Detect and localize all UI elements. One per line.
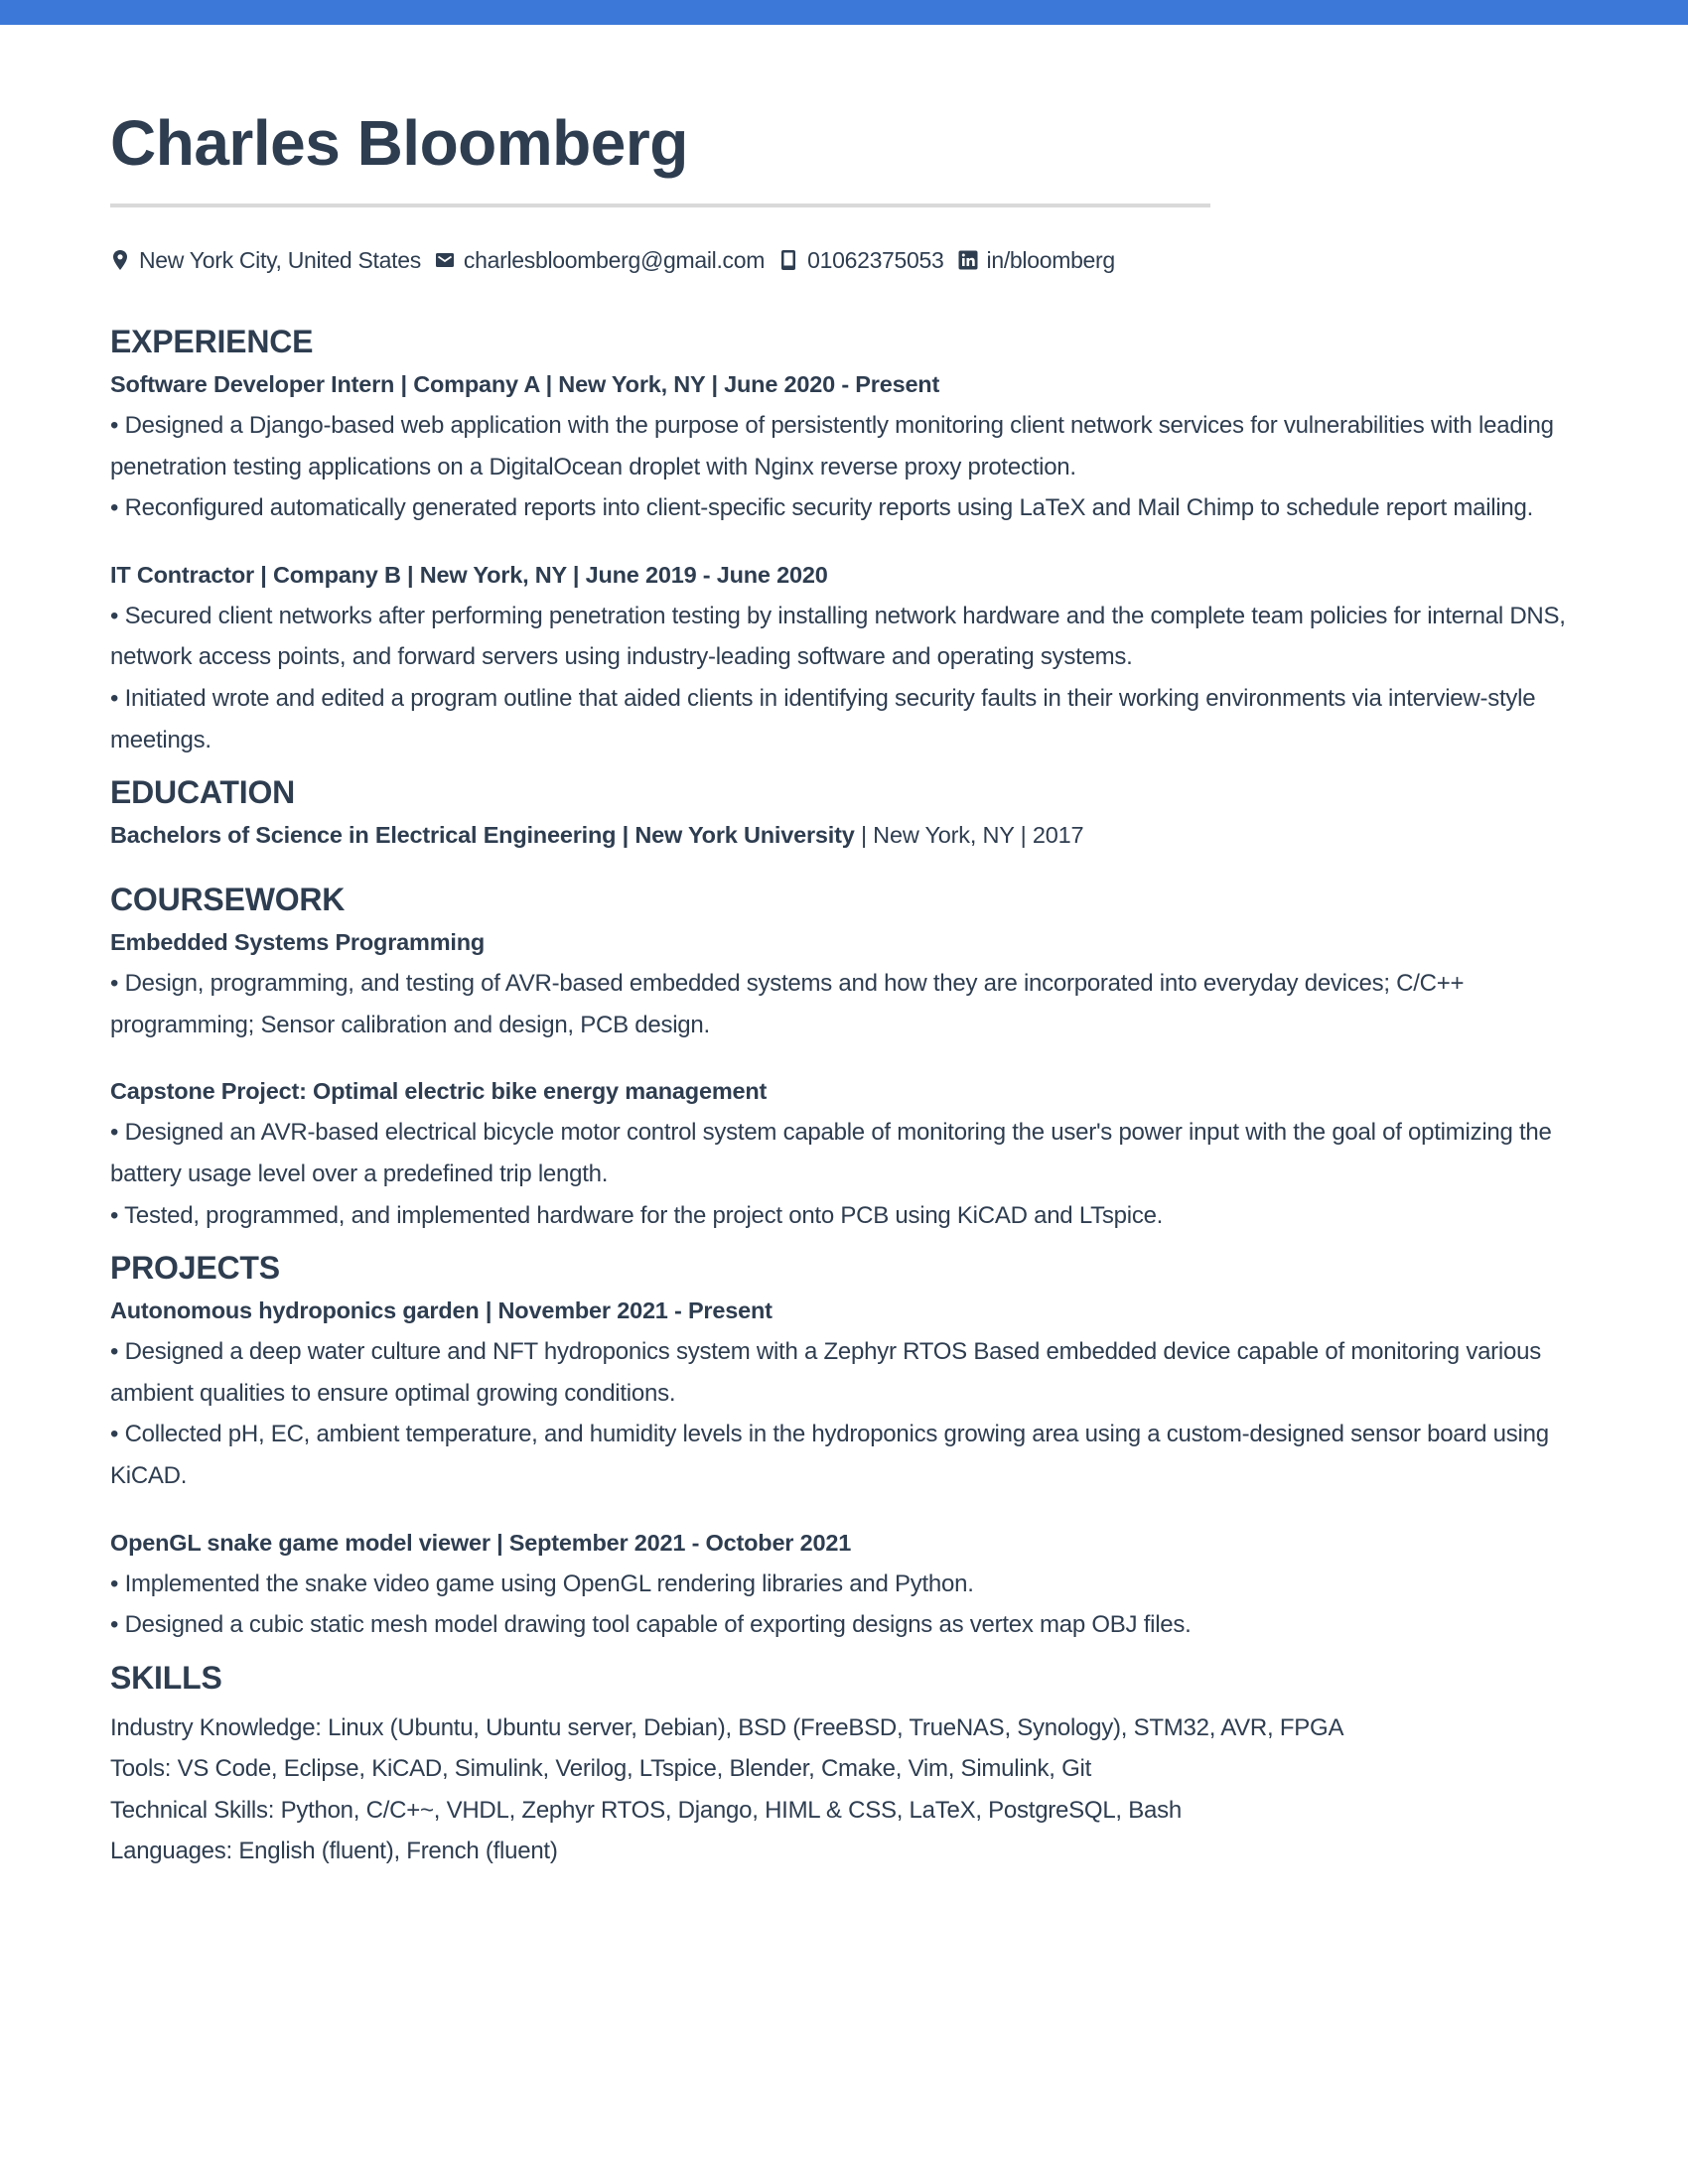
experience-entry [110, 554, 1590, 760]
section-projects [110, 1246, 1590, 1646]
bullet-item: • Implemented the snake video game using OpenGL rendering libraries and Python. [110, 1570, 974, 1597]
education-entry [110, 814, 1590, 856]
resume-body [110, 320, 1590, 1872]
bullet-item: • Tested, programmed, and implemented hardware for the project onto PCB using KiCAD and LTspice. [110, 1201, 1164, 1229]
skill-technical: Technical Skills: Python, C/C+~, VHDL, Zephyr RTOS, Django, HIML & CSS, LaTeX, PostgreSQL, Bash [110, 1796, 1182, 1824]
location-pin-icon [110, 249, 130, 271]
section-coursework [110, 878, 1590, 1236]
contact-linkedin[interactable] [958, 247, 1115, 274]
phone-text: 01062375053 [807, 246, 944, 273]
contact-phone [778, 247, 943, 274]
degree-institution: Bachelors of Science in Electrical Engineering | New York University [110, 822, 855, 849]
entry-heading: Embedded Systems Programming [110, 929, 486, 956]
bullet-item: • Collected pH, EC, ambient temperature, and humidity levels in the hydroponics growing area using a custom-designed sensor board using KiCAD. [110, 1421, 1549, 1489]
bullet-item: • Initiated wrote and edited a program outline that aided clients in identifying security faults in their working environments via interview-style meetings. [110, 684, 1536, 753]
bullet-item: • Designed a deep water culture and NFT hydroponics system with a Zephyr RTOS Based embedded device capable of monitoring various ambient qualities to ensure optimal growing conditions. [110, 1338, 1541, 1407]
skill-tools: Tools: VS Code, Eclipse, KiCAD, Simulink, Verilog, LTspice, Blender, Cmake, Vim, Simulink, Git [110, 1755, 1092, 1783]
contact-location [110, 247, 421, 274]
contact-line [110, 244, 1115, 276]
project-entry [110, 1522, 1590, 1646]
envelope-icon [435, 249, 455, 271]
accent-top-bar [0, 0, 1688, 25]
bullet-item: • Designed a cubic static mesh model drawing tool capable of exporting designs as vertex map OBJ files. [110, 1611, 1192, 1639]
degree-location-year: | New York, NY | 2017 [854, 822, 1084, 849]
section-title: EXPERIENCE [110, 324, 314, 359]
coursework-entry [110, 1070, 1590, 1236]
bullet-item: • Reconfigured automatically generated reports into client-specific security reports using LaTeX and Mail Chimp to schedule report mailing. [110, 494, 1534, 522]
mobile-phone-icon [778, 249, 798, 271]
degree-line [110, 814, 1590, 856]
skill-languages: Languages: English (fluent), French (fluent) [110, 1838, 558, 1865]
bullet-item: • Designed a Django-based web application with the purpose of persistently monitoring client network services for vulnerabilities with leading penetration testing applications on a DigitalOcean droplet with Nginx reverse proxy protection. [110, 412, 1554, 480]
contact-email[interactable] [435, 247, 765, 274]
bullet-item: • Design, programming, and testing of AVR-based embedded systems and how they are incorporated into everyday devices; C/C++ programming; Sensor calibration and design, PCB design. [110, 970, 1465, 1038]
linkedin-icon [958, 249, 978, 271]
experience-entry [110, 363, 1590, 529]
section-title: SKILLS [110, 1659, 222, 1696]
location-text: New York City, United States [139, 246, 421, 273]
entry-heading: Capstone Project: Optimal electric bike energy management [110, 1078, 768, 1105]
skill-industry-knowledge: Industry Knowledge: Linux (Ubuntu, Ubuntu server, Debian), BSD (FreeBSD, TrueNAS, Synology), STM32, AVR, FPGA [110, 1713, 1344, 1741]
project-entry [110, 1290, 1590, 1496]
email-text[interactable]: charlesbloomberg@gmail.com [463, 246, 766, 273]
section-title: PROJECTS [110, 1250, 280, 1287]
bullet-item: • Designed an AVR-based electrical bicycle motor control system capable of monitoring the user's power input with the goal of optimizing the battery usage level over a predefined trip length. [110, 1119, 1552, 1187]
linkedin-text[interactable]: in/bloomberg [986, 246, 1115, 273]
header-divider [110, 204, 1210, 207]
section-title: EDUCATION [110, 774, 296, 811]
entry-heading: Software Developer Intern | Company A | New York, NY | June 2020 - Present [110, 371, 940, 397]
section-title: COURSEWORK [110, 882, 346, 918]
candidate-name: Charles Bloomberg [110, 107, 688, 179]
section-experience [110, 320, 1590, 760]
skills-list [110, 1707, 1590, 1872]
bullet-item: • Secured client networks after performing penetration testing by installing network hardware and the complete team policies for internal DNS, network access points, and forward servers using industry-leading software and operating systems. [110, 602, 1566, 671]
entry-heading: IT Contractor | Company B | New York, NY | June 2019 - June 2020 [110, 561, 828, 588]
entry-heading: OpenGL snake game model viewer | September 2021 - October 2021 [110, 1529, 852, 1556]
section-education [110, 770, 1590, 856]
coursework-entry [110, 921, 1590, 1045]
section-skills [110, 1656, 1590, 1872]
entry-heading: Autonomous hydroponics garden | November 2021 - Present [110, 1297, 773, 1324]
